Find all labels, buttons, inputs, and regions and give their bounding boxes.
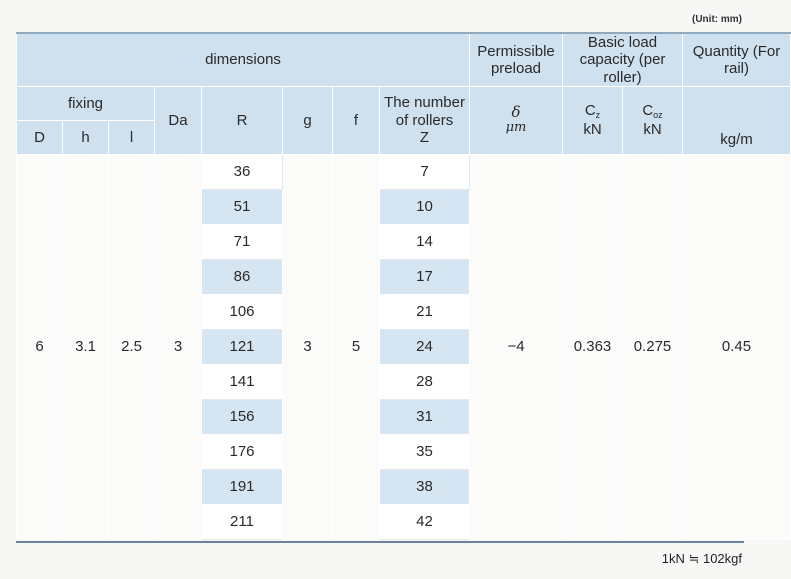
cell-z: 14: [380, 224, 470, 259]
coz-subscript: oz: [653, 110, 663, 121]
col-r-header: R: [202, 86, 283, 154]
quantity-unit-header: kg/m: [683, 86, 791, 154]
rollers-header: [380, 86, 470, 154]
cell-z: 7: [380, 154, 470, 189]
cell-r: 121: [202, 329, 283, 364]
cell-r: 211: [202, 504, 283, 539]
cell-f: 5: [333, 154, 380, 539]
rollers-label: The number of rollers: [384, 94, 465, 129]
cell-z: 21: [380, 294, 470, 329]
cell-l: 2.5: [109, 154, 155, 539]
coz-unit: kN: [643, 120, 662, 138]
cell-z: 24: [380, 329, 470, 364]
cell-z: 38: [380, 469, 470, 504]
cell-z: 31: [380, 399, 470, 434]
cell-z: 17: [380, 259, 470, 294]
col-g-header: g: [283, 86, 333, 154]
cz-unit: kN: [583, 120, 602, 138]
cz-subscript: z: [595, 110, 601, 121]
cell-delta: −4: [470, 154, 563, 539]
cell-r: 51: [202, 189, 283, 224]
delta-symbol: δ: [511, 103, 521, 122]
cell-r: 86: [202, 259, 283, 294]
cell-g: 3: [283, 154, 333, 539]
delta-header: [470, 86, 563, 154]
cell-coz: 0.275: [623, 154, 683, 539]
table-row: [17, 154, 791, 189]
cell-z: 28: [380, 364, 470, 399]
cell-r: 141: [202, 364, 283, 399]
dimensions-header: dimensions: [17, 33, 470, 86]
cell-z: 42: [380, 504, 470, 539]
cz-symbol: C: [584, 102, 596, 120]
cz-header: [563, 86, 623, 154]
table-bottom-rule: [16, 541, 744, 543]
cell-da: 3: [155, 154, 202, 539]
cell-r: 106: [202, 294, 283, 329]
delta-unit: μm: [505, 120, 527, 136]
rollers-symbol: Z: [419, 128, 430, 146]
coz-header: [623, 86, 683, 154]
permissible-preload-header: Permissible preload: [470, 33, 563, 86]
cell-z: 35: [380, 434, 470, 469]
unit-label: (Unit: mm): [692, 14, 742, 25]
cell-d: 6: [17, 154, 63, 539]
basic-load-capacity-header: Basic load capacity (per roller): [563, 33, 683, 86]
cell-r: 36: [202, 154, 283, 189]
coz-symbol: C: [642, 102, 654, 120]
fixing-header: fixing: [17, 86, 155, 120]
cell-r: 176: [202, 434, 283, 469]
cell-z: 10: [380, 189, 470, 224]
cell-h: 3.1: [63, 154, 109, 539]
cell-quantity: 0.45: [683, 154, 791, 539]
roller-specification-table: [16, 32, 791, 540]
col-h-header: h: [63, 120, 109, 154]
cell-r: 156: [202, 399, 283, 434]
col-f-header: f: [333, 86, 380, 154]
col-da-header: Da: [155, 86, 202, 154]
col-d-header: D: [17, 120, 63, 154]
conversion-note: 1kN ≒ 102kgf: [661, 551, 742, 566]
cell-r: 71: [202, 224, 283, 259]
cell-cz: 0.363: [563, 154, 623, 539]
quantity-header: Quantity (For rail): [683, 33, 791, 86]
cell-r: 191: [202, 469, 283, 504]
col-l-header: l: [109, 120, 155, 154]
